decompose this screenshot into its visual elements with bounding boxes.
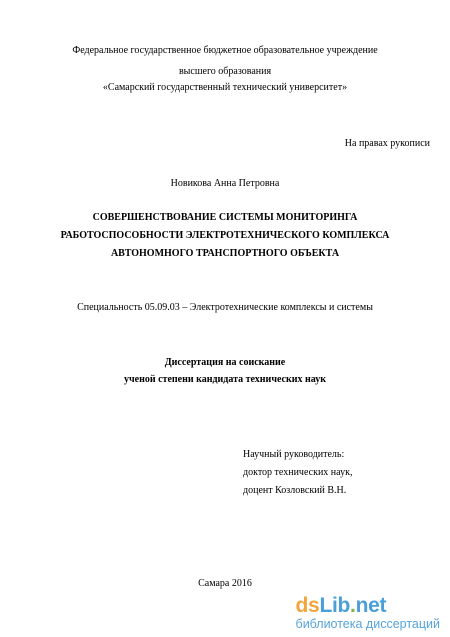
watermark xyxy=(296,595,440,631)
title-line-1: СОВЕРШЕНСТВОВАНИЕ СИСТЕМЫ МОНИТОРИНГА xyxy=(92,212,358,223)
watermark-subtitle: библиотека диссертаций xyxy=(295,617,440,631)
institution-line-3: «Самарский государственный технический университет» xyxy=(102,82,348,93)
dissertation-line-1: Диссертация на соискание xyxy=(164,357,286,368)
place-year: Самара 2016 xyxy=(198,578,252,589)
title-line-3: АВТОНОМНОГО ТРАНСПОРТНОГО ОБЪЕКТА xyxy=(110,248,340,259)
dissertation-line-2: ученой степени кандидата технических наук xyxy=(124,374,326,385)
watermark-logo: dsLib.net xyxy=(295,594,387,617)
title-line-2: РАБОТОСПОСОБНОСТИ ЭЛЕКТРОТЕХНИЧЕСКОГО КОМПЛЕКСА xyxy=(60,230,390,241)
institution-line-1: Федеральное государственное бюджетное образовательное учреждение xyxy=(72,45,378,56)
supervisor-degree: доктор технических наук, xyxy=(243,467,353,478)
rights-note: На правах рукописи xyxy=(344,138,430,149)
supervisor-name: доцент Козловский В.Н. xyxy=(243,485,347,496)
institution-line-2: высшего образования xyxy=(178,66,272,77)
supervisor-block xyxy=(243,446,352,500)
supervisor-label: Научный руководитель: xyxy=(243,449,345,460)
author-name: Новикова Анна Петровна xyxy=(170,178,280,189)
specialty: Специальность 05.09.03 – Электротехнические комплексы и системы xyxy=(77,302,373,313)
